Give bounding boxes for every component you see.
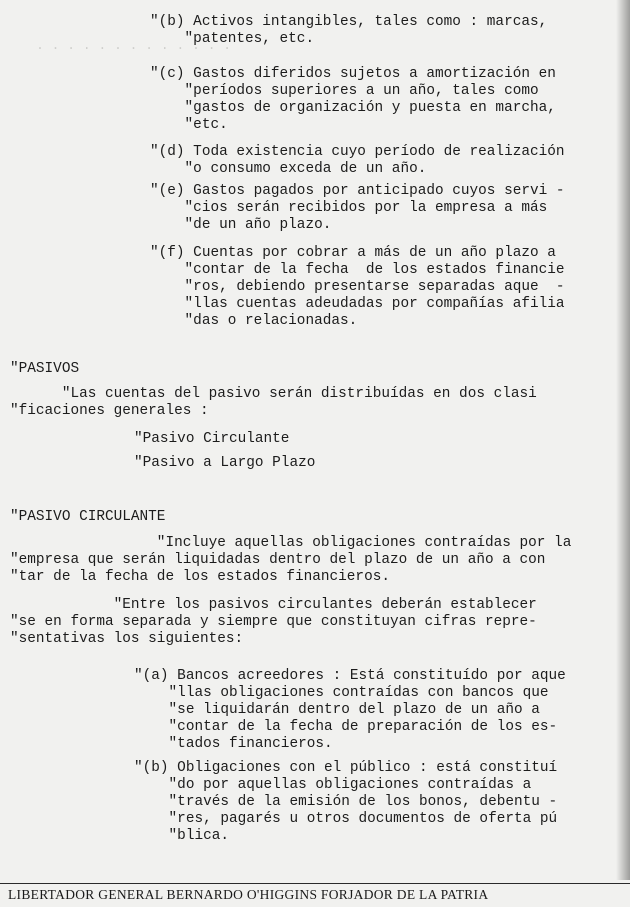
text-line: "de un año plazo. <box>150 217 332 233</box>
text-line: "res, pagarés u otros documentos de oferta pú <box>134 811 558 827</box>
list-item-c-gastos-diferidos <box>150 66 556 134</box>
text-line: "Entre los pasivos circulantes deberán establecer <box>10 597 537 613</box>
class-pasivo-largo-plazo: "Pasivo a Largo Plazo <box>134 455 316 471</box>
text-line: "(a) Bancos acreedores : Está constituído por aque <box>134 668 566 684</box>
text-line: "llas cuentas adeudadas por compañías afilia <box>150 296 565 312</box>
text-line: "empresa que serán liquidadas dentro del plazo de un año a con <box>10 552 546 568</box>
list-item-a-bancos <box>134 668 566 753</box>
class-pasivo-circulante: "Pasivo Circulante <box>134 431 290 447</box>
list-item-e-gastos-anticipados <box>150 183 565 234</box>
text-line: "o consumo exceda de un año. <box>150 161 427 177</box>
text-line: "etc. <box>150 117 228 133</box>
list-item-f-cuentas-cobrar <box>150 245 565 330</box>
text-line: "contar de la fecha de preparación de los es- <box>134 719 558 735</box>
text-line: "ros, debiendo presentarse separadas aque - <box>150 279 565 295</box>
text-line: "ficaciones generales : <box>10 403 209 419</box>
text-line: "se liquidarán dentro del plazo de un año a <box>134 702 540 718</box>
page-edge-shadow <box>616 0 630 880</box>
text-line: "das o relacionadas. <box>150 313 358 329</box>
text-line: "blica. <box>134 828 229 844</box>
text-line: "tar de la fecha de los estados financieros. <box>10 569 390 585</box>
list-item-b-activos <box>150 14 547 48</box>
footer-rule <box>0 883 630 884</box>
text-line: "contar de la fecha de los estados financie <box>150 262 565 278</box>
circulante-paragraph-2 <box>10 597 537 648</box>
text-line: "(b) Activos intangibles, tales como : marcas, <box>150 14 548 30</box>
text-line: "Las cuentas del pasivo serán distribuídas en dos clasi <box>10 386 537 402</box>
section-heading-pasivo-circulante: "PASIVO CIRCULANTE <box>10 509 166 525</box>
list-item-b-obligaciones <box>134 760 557 845</box>
text-line: "cios serán recibidos por la empresa a más <box>150 200 548 216</box>
text-line: "(c) Gastos diferidos sujetos a amortización en <box>150 66 556 82</box>
bleed-through-text: . . . . . . . . . . . . . <box>36 38 232 53</box>
text-line: "do por aquellas obligaciones contraídas a <box>134 777 532 793</box>
text-line: "(b) Obligaciones con el público : está constituí <box>134 760 558 776</box>
circulante-paragraph-1 <box>10 535 571 586</box>
pasivos-intro-paragraph <box>10 386 537 420</box>
text-line: "(e) Gastos pagados por anticipado cuyos servi - <box>150 183 565 199</box>
text-line: "(d) Toda existencia cuyo período de realización <box>150 144 565 160</box>
text-line: "períodos superiores a un año, tales como <box>150 83 539 99</box>
text-line: "Incluye aquellas obligaciones contraídas por la <box>10 535 572 551</box>
text-line: "llas obligaciones contraídas con bancos que <box>134 685 549 701</box>
text-line: "se en forma separada y siempre que constituyan cifras repre- <box>10 614 537 630</box>
text-line: "patentes, etc. <box>150 31 315 47</box>
text-line: "tados financieros. <box>134 736 333 752</box>
text-line: "gastos de organización y puesta en marcha, <box>150 100 556 116</box>
list-item-d-existencia <box>150 144 565 178</box>
footer-motto: LIBERTADOR GENERAL BERNARDO O'HIGGINS FORJADOR DE LA PATRIA <box>8 887 489 902</box>
text-line: "(f) Cuentas por cobrar a más de un año plazo a <box>150 245 556 261</box>
text-line: "través de la emisión de los bonos, debentu - <box>134 794 558 810</box>
section-heading-pasivos: "PASIVOS <box>10 361 80 377</box>
text-line: "sentativas los siguientes: <box>10 631 244 647</box>
